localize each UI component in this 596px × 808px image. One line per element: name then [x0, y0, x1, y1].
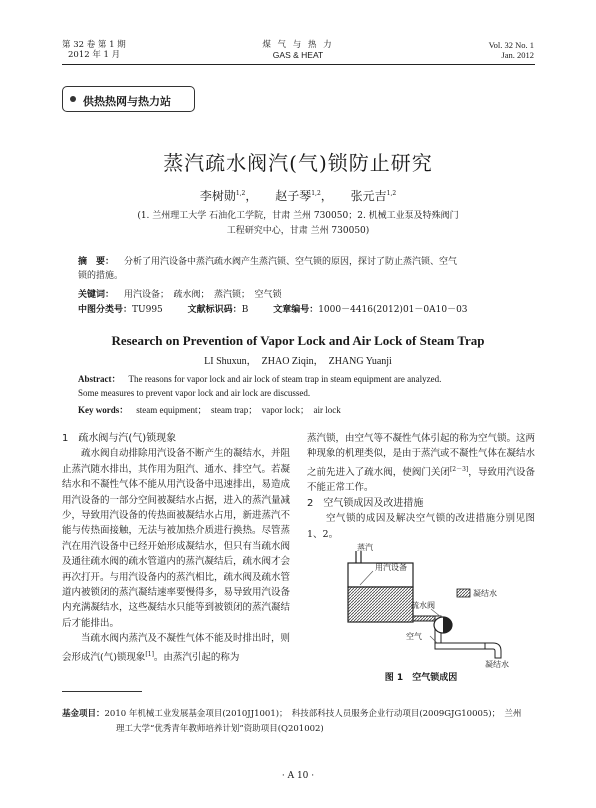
footnote-line1: 2010 年机械工业发展基金项目(2010JJ1001)； 科技部科技人员服务企业行动项目(2009GJG10005)； 兰州: [104, 709, 522, 719]
author-2: 赵子琴: [275, 189, 312, 203]
keywords-en-label: Key words：: [78, 405, 129, 415]
authors-en: LI Shuxun， ZHAO Ziqin， ZHANG Yuanji: [204, 356, 392, 367]
label-condensate-legend: 凝结水: [473, 589, 497, 598]
air-pipe: [435, 643, 485, 649]
paragraph-4: 空气锁的成因及解决空气锁的改进措施分别见图 1、2。: [307, 513, 535, 540]
clc-label: 中图分类号：: [78, 305, 133, 315]
doc-code-label: 文献标识码：: [187, 305, 242, 315]
keywords-en: [78, 403, 518, 417]
affiliation-line2: 工程研究中心，甘肃 兰州 730050): [226, 226, 370, 236]
doc-code-value: B: [241, 305, 249, 315]
author-sep: ，: [320, 189, 333, 203]
footnote-rule: [62, 691, 142, 692]
header-left: [62, 40, 126, 60]
clc-value: TU995: [132, 305, 163, 315]
abstract-cn: [78, 255, 518, 283]
header-date-cn: 2012 年 1 月: [68, 50, 121, 60]
bullet-dot-icon: [70, 96, 76, 102]
authors-cn: [0, 187, 596, 204]
article-no-label: 文章编号：: [273, 305, 319, 315]
ref-1: [1]: [145, 650, 154, 658]
footnote-label: 基金项目：: [62, 709, 105, 719]
paragraph-3: [307, 431, 535, 496]
abstract-en-label: Abstract：: [78, 374, 121, 384]
header-volume-en: Vol. 32 No. 1: [488, 40, 534, 50]
header-date-en: Jan. 2012: [501, 50, 534, 60]
abstract-cn-text1: 分析了用汽设备中蒸汽疏水阀产生蒸汽锁、空气锁的原因，探讨了防止蒸汽锁、空气: [124, 257, 458, 267]
label-steam: 蒸汽: [357, 543, 373, 552]
label-condensate-out: 凝结水: [485, 660, 509, 668]
paragraph-2-text: 当疏水阀内蒸汽及不凝性气体不能及时排出时，则会形成汽(气)锁现象: [62, 633, 291, 663]
vessel-condensate: [348, 587, 413, 622]
header-right: [489, 40, 534, 60]
affiliation-line1: (1. 兰州理工大学 石油化工学院，甘肃 兰州 730050；2. 机械工业泵及特殊阀门: [137, 211, 459, 221]
label-air: 空气: [406, 632, 422, 641]
right-column: [307, 431, 535, 542]
classification: [78, 303, 518, 317]
paragraph-1: 疏水阀自动排除用汽设备不断产生的凝结水，并阻止蒸汽随水排出，其作用为阻汽、通水、排空气。若凝结水和不凝性气体不能从用汽设备中迅速排出，易造成用汽设备的一部分空间被凝结水占据，进入的蒸汽量减少，导致用汽设备的传热面被凝结水占用，新进蒸汽不能与传热面接触，无法与被加热介质进行换热。尽管蒸汽在用汽设备中已经开始形成凝结水，但只有当疏水阀及通往疏水阀的疏水管道内的蒸汽凝结后，疏水阀才会再次打开。与用汽设备内的蒸汽相比，疏水阀及疏水管道内被锁闭的蒸汽凝结速率要慢得多，易导致用汽设备内充满凝结水，这些凝结水只能等到被锁闭的蒸汽凝结后才能排出。: [62, 448, 291, 629]
abstract-cn-label: 摘 要：: [78, 257, 115, 267]
footnote-line2: 理工大学“优秀青年教师培养计划”资助项目(Q201002): [116, 724, 324, 734]
abstract-cn-text2: 锁的措施。: [78, 271, 124, 281]
air-lock-diagram: [315, 543, 545, 668]
page-number: · A 10 ·: [281, 771, 315, 781]
paragraph-3-tail: ，导致用汽设备不能正常工作。: [307, 466, 535, 494]
outlet-pipe: [413, 616, 435, 621]
figure-1: [315, 543, 545, 668]
heading-2: 2 空气锁成因及改进措施: [307, 497, 424, 509]
abstract-en-line2: Some measures to prevent vapor lock and air lock are discussed.: [78, 388, 311, 398]
author-3: 张元吉: [350, 189, 387, 203]
abstract-en: [78, 372, 518, 400]
keywords-en-text: steam equipment； steam trap； vapor lock； air lock: [136, 405, 341, 415]
outlet-bend: [485, 643, 501, 658]
author-1-sup: 1,2: [235, 190, 246, 197]
keywords-cn-text: 用汽设备； 疏水阀； 蒸汽锁； 空气锁: [124, 290, 282, 300]
heading-1: 1 疏水阀与汽(气)锁现象: [62, 433, 177, 444]
author-sep: ，: [245, 189, 258, 203]
paragraph-3-text: 蒸汽锁，由空气等不凝性气体引起的称为空气锁。这两种现象的机理类似，是由于蒸汽或不凝性气体在凝结水之前先进入了疏水阀，使阀门关闭: [307, 433, 536, 478]
keywords-cn-label: 关键词：: [78, 290, 115, 300]
author-1: 李树勋: [199, 189, 236, 203]
label-trap: 疏水阀: [411, 601, 435, 610]
article-no-value: 1000－4416(2012)01－0A10－03: [318, 305, 468, 315]
header-rule: [62, 64, 535, 65]
header-journal-cn: 煤 气 与 热 力: [262, 40, 334, 50]
section-tag: 供热热网与热力站: [83, 95, 171, 108]
title-en: Research on Prevention of Vapor Lock and Air Lock of Steam Trap: [111, 333, 485, 348]
keywords-cn: [78, 288, 518, 302]
header-center: [198, 40, 398, 60]
author-2-sup: 1,2: [311, 190, 321, 197]
paragraph-2: [62, 631, 290, 665]
ref-2-3: [2－3]: [449, 465, 469, 473]
figure-1-caption: 图 1 空气锁成因: [384, 673, 458, 683]
author-3-sup: 1,2: [386, 190, 397, 197]
label-equipment: 用汽设备: [375, 563, 407, 572]
title-cn: 蒸汽疏水阀汽(气)锁防止研究: [163, 151, 433, 175]
header-journal-en: GAS & HEAT: [272, 50, 324, 60]
section-tag-box: [62, 86, 195, 112]
header-volume-cn: 第 32 卷 第 1 期: [62, 40, 126, 50]
condensate-legend-swatch: [457, 589, 470, 597]
left-column: [62, 431, 290, 665]
paragraph-2-tail: 。由蒸汽引起的称为: [153, 651, 240, 663]
footnote: [62, 707, 542, 737]
abstract-en-line1: The reasons for vapor lock and air lock of steam trap in steam equipment are analyzed.: [128, 374, 442, 384]
